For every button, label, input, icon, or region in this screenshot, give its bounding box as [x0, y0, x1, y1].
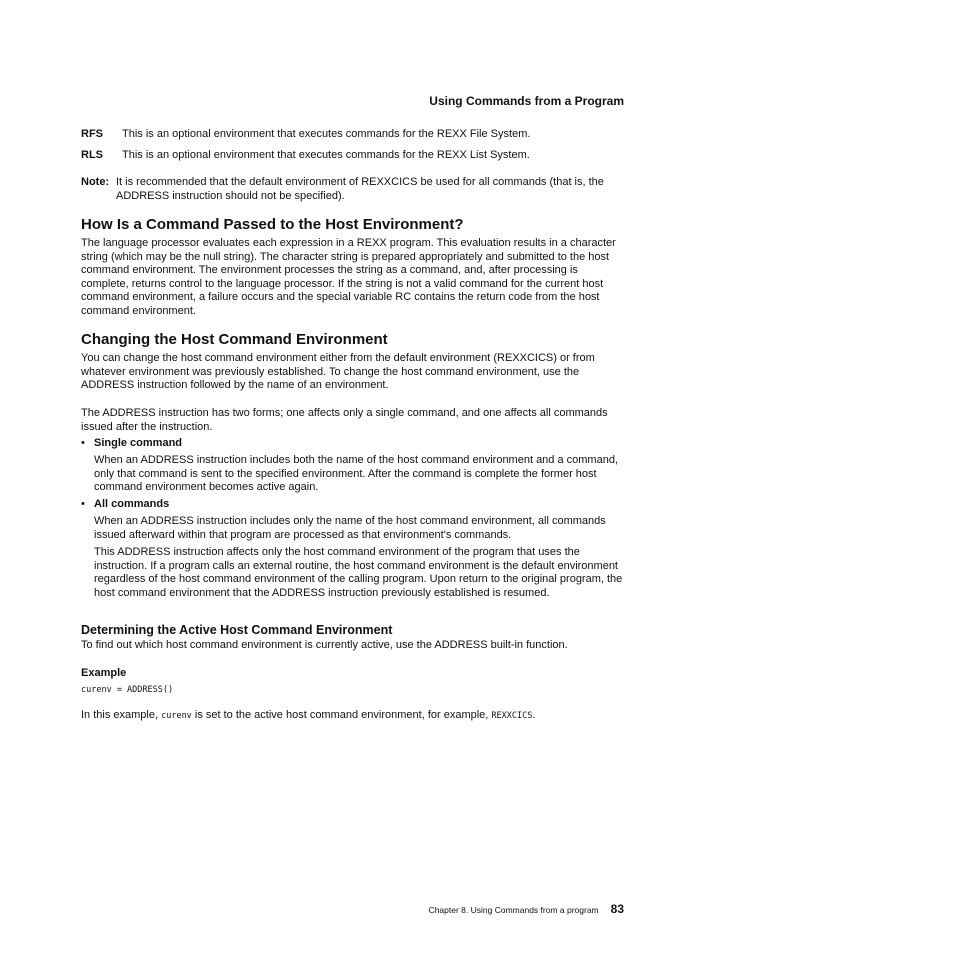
note-text: It is recommended that the default environment of REXXCICS be used for all commands (that is, the ADDRESS instruction should not be specified).	[116, 176, 604, 202]
note-label: Note:	[81, 176, 110, 188]
section-body-command-passing: The language processor evaluates each expression in a REXX program. This evaluation results in a character string (which may be the null string). The character string is prepared appropriately and submitted to the host command environment. The environment processes the string as a command, and, after processing is complete, returns control to the language processor. If the string is not a valid command for the current host command environment, a failure occurs and the special variable RC contains the return code from the host command environment.	[81, 237, 616, 317]
footer-chapter-text: Chapter 8. Using Commands from a program	[428, 905, 599, 915]
term-description: This is an optional environment that executes commands for the REXX File System.	[122, 128, 531, 140]
explanation-text: is set to the active host command environment, for example,	[191, 709, 492, 721]
bullet-label: Single command	[94, 437, 183, 449]
note	[81, 176, 621, 203]
page-number: 83	[610, 902, 624, 916]
term-label: RLS	[81, 149, 103, 161]
subsection-body: To find out which host command environment is currently active, use the ADDRESS built-in function.	[81, 639, 568, 651]
code-example: curenv = ADDRESS()	[81, 685, 174, 695]
explanation-text: In this example,	[81, 709, 162, 721]
inline-code-value: REXXCICS	[491, 711, 533, 721]
section-heading-command-passing: How Is a Command Passed to the Host Environment?	[81, 216, 464, 233]
term-row-rls	[81, 149, 530, 161]
page-footer	[429, 900, 624, 918]
bullet-label: All commands	[94, 498, 170, 510]
bullet-paragraph: When an ADDRESS instruction includes both the name of the host command environment and a command, only that command is sent to the specified environment. After the command is complete the former host command environment becomes active again.	[94, 454, 619, 494]
section-heading-changing-environment: Changing the Host Command Environment	[81, 331, 388, 348]
example-explanation	[81, 709, 626, 724]
paragraph-change-environment: You can change the host command environment either from the default environment (REXXCICS) or from whatever environment was previously established. To change the host command environment, use the ADDRESS instruction followed by the name of an environment.	[81, 352, 595, 392]
paragraph-address-forms: The ADDRESS instruction has two forms; one affects only a single command, and one affects all commands issued after the instruction.	[81, 407, 608, 433]
bullet-all-commands	[81, 498, 169, 510]
term-label: RFS	[81, 128, 103, 140]
running-head: Using Commands from a Program	[429, 94, 624, 108]
bullet-single-command	[81, 437, 182, 449]
subsection-heading-determining-environment: Determining the Active Host Command Environment	[81, 623, 393, 637]
bullet-marker: •	[81, 498, 85, 510]
bullet-paragraph: When an ADDRESS instruction includes only the name of the host command environment, all commands issued afterward within that program are processed as that environment's commands.	[94, 515, 606, 541]
inline-code-variable: curenv	[161, 711, 192, 721]
bullet-marker: •	[81, 437, 85, 449]
term-description: This is an optional environment that executes commands for the REXX List System.	[122, 149, 530, 161]
bullet-paragraph: This ADDRESS instruction affects only the host command environment of the program that uses the instruction. If a program calls an external routine, the host command environment is the default environment regardless of the host command environment of the calling program. Upon return to the original program, the host command environment that the ADDRESS instruction previously established is resumed.	[94, 546, 623, 599]
term-row-rfs	[81, 128, 530, 140]
example-label: Example	[81, 667, 127, 679]
explanation-text: .	[532, 709, 536, 721]
